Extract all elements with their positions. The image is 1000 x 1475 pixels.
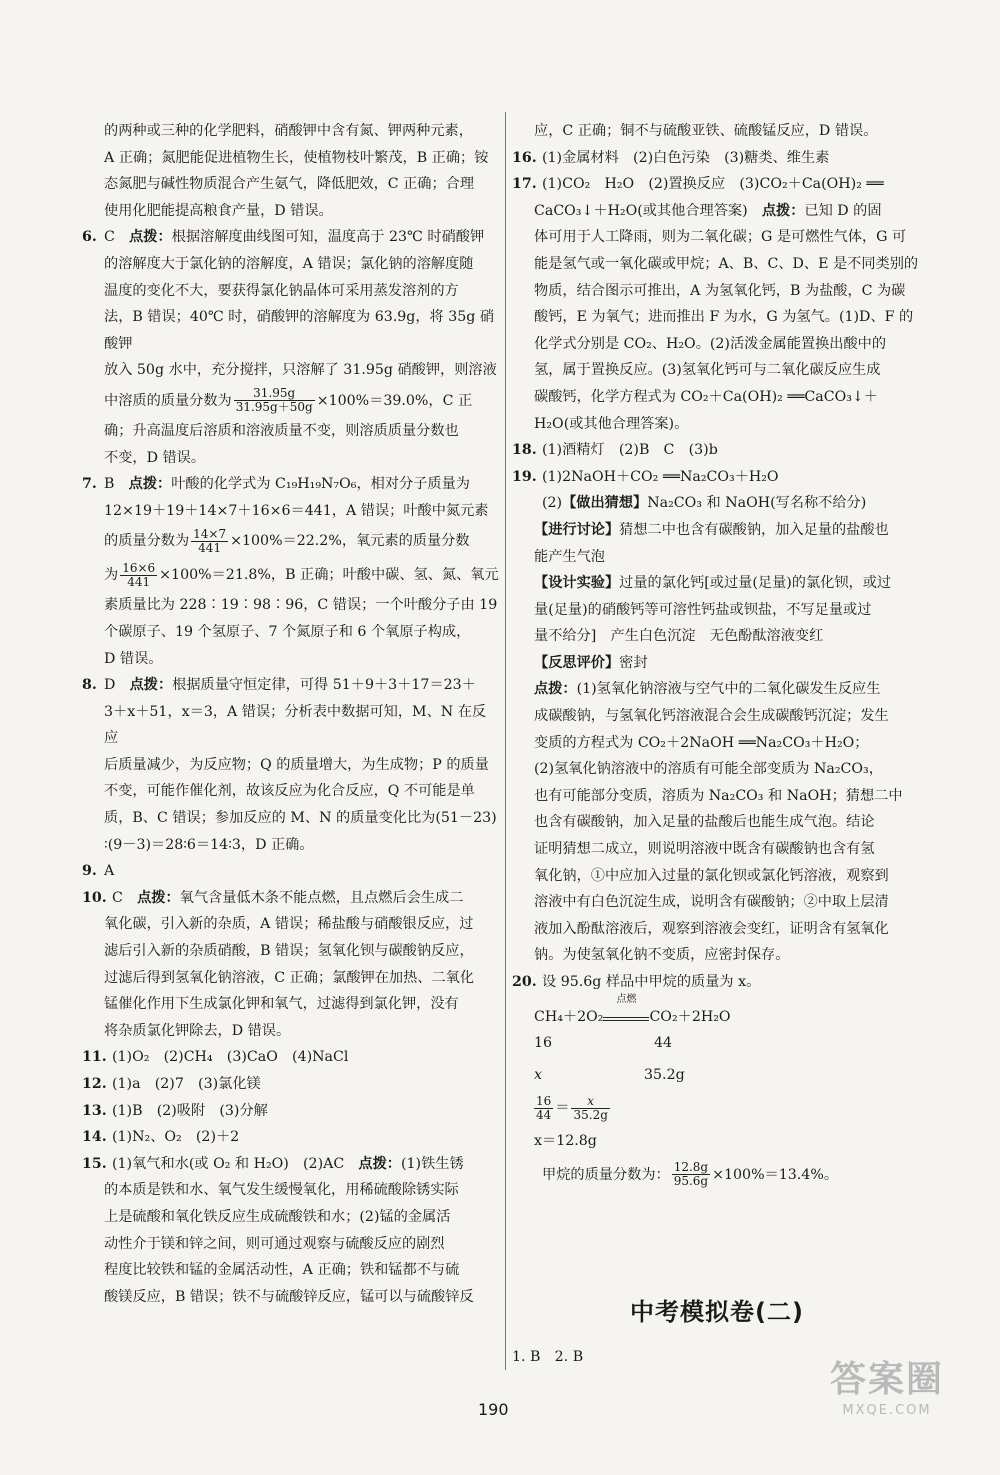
question-8: 8. D 点拨：根据质量守恒定律，可得 51＋9＋3＋17＝23＋ 3＋x＋51，x＝3，A 错误；分析表中数据可知，M、N 在反应 后质量减少，为反应物；Q 的质量增大，为生成物；P 的质量 不变，可能作催化剂，故该反应为化合反应，Q 不可能是单 质，B、C 错误；参加反应的 M、N 的质量变化比为(51－23) ∶(9－3)＝28∶6＝14∶3，D 正确。 — [82, 677, 497, 853]
right-column — [512, 118, 932, 1195]
methane-combustion-equation: CH₄＋2O₂ 点燃 CO₂＋2H₂O — [534, 993, 731, 1025]
question-10: 10. C 点拨：氧气含量低木条不能点燃，且点燃后会生成二 氧化碳，引入新的杂质，A 错误；稀盐酸与硝酸银反应，过 滤后引入新的杂质硝酸，B 错误；氢氧化钡与碳酸钠反应， 过滤后得到氢氧化钠溶液，C 正确；氯酸钾在加热、二氧化 锰催化作用下生成氯化钾和氧气，过滤得到氯化钾，没有 将杂质氯化钾除去，D 错误。 — [82, 889, 475, 1039]
page-number: 190 — [478, 1400, 509, 1419]
column-divider — [505, 112, 506, 1370]
question-11: 11. (1)O₂ (2)CH₄ (3)CaO (4)NaCl — [82, 1049, 349, 1066]
proportion: $\frac{16}{44}$ ＝ $\frac{x}{35.2g}$ — [536, 1093, 608, 1122]
question-18: 18. (1)酒精灯 (2)B C (3)b — [512, 442, 718, 459]
question-14: 14. (1)N₂、O₂ (2)＋2 — [82, 1129, 240, 1146]
question-16: 16. (1)金属材料 (2)白色污染 (3)糖类、维生素 — [512, 149, 830, 166]
q5-continuation: 的两种或三种的化学肥料，硝酸钾中含有氮、钾两种元素， A 正确；氮肥能促进植物生长，使植物枝叶繁茂，B 正确；铵 态氮肥与碱性物质混合产生氨气，降低肥效，C 正确；合理 使用化肥能提高粮食产量，D 错误。 — [104, 123, 489, 219]
mass-fraction-formula: $\frac{31.95g}{31.95g+50g}$ — [235, 386, 313, 415]
question-9: 9. A — [82, 863, 115, 880]
left-column — [82, 118, 500, 1310]
section-title: 中考模拟卷(二) — [630, 1298, 804, 1326]
question-13: 13. (1)B (2)吸附 (3)分解 — [82, 1102, 268, 1119]
next-section-answers: 1. B 2. B — [512, 1349, 584, 1365]
question-15: 15. (1)氧气和水(或 O₂ 和 H₂O) (2)AC 点拨：(1)铁生锈 的本质是铁和水、氧气发生缓慢氧化，用稀硫酸除锈实际 上是硫酸和氧化铁反应生成硫酸铁和水；(2)锰的金属活 动性介于镁和锌之间，则可通过观察与硫酸反应的剧烈 程度比较铁和锰的金属活动性，A 正确；铁和锰都不与硫 酸镁反应，B 错误；铁不与硫酸锌反应，锰可以与硫酸锌反 — [82, 1155, 474, 1305]
question-6: 6. C 点拨：根据溶解度曲线图可知，温度高于 23℃ 时硝酸钾 的溶解度大于氯化钠的溶解度，A 错误；氯化钠的溶解度随 温度的变化不大，要获得氯化钠晶体可采用蒸发溶剂的方 法，B 错误；40℃ 时，硝酸钾的溶解度为 63.9g，将 35g 硝酸钾 放入 50g 水中，充分搅拌，只溶解了 31.95g 硝酸钾，则溶液 中溶质的质量分数为 $\frac{31.95g}{31.95g+50g}$ ×100%＝39.0%，C 正 确；升高温度后溶质和溶液质量不变，则溶质质量分数也 不变，D 错误。 — [82, 229, 497, 466]
question-17: 17. (1)CO₂ H₂O (2)置换反应 (3)CO₂＋Ca(OH)₂ ══ CaCO₃↓＋H₂O(或其他合理答案) 点拨：已知 D 的固 体可用于人工降雨，则为二氧化碳；G 是可燃性气体，G 可 能是氢气或一氧化碳或甲烷；A、B、C、D、E 是不同类别的 物质，结合图示可推出，A 为氢氧化钙，B 为盐酸，C 为碳 酸钙，E 为氧气；进而推出 F 为水，G 为氢气。(1)D、F 的 化学式分别是 CO₂、H₂O。(2)活泼金属能置换出酸中的 氢，属于置换反应。(3)氢氧化钙可与二氧化碳反应生成 碳酸钙，化学方程式为 CO₂＋Ca(OH)₂ ══CaCO₃↓＋ H₂O(或其他合理答案)。 — [512, 176, 919, 432]
question-19: 19. (1)2NaOH＋CO₂ ══Na₂CO₃＋H₂O (2)【做出猜想】Na₂CO₃ 和 NaOH(写名称不给分) 【进行讨论】猜想二中也含有碳酸钠，加入足量的盐酸也 能产生气泡 【设计实验】过量的氯化钙[或过量(足量)的氯化钡，或过 量(足量)的硝酸钙等可溶性钙盐或钡盐，不写足量或过 量不给分] 产生白色沉淀 无色酚酞溶液变红 【反思评价】密封 点拨：(1)氢氧化钠溶液与空气中的二氧化碳发生反应生 成碳酸钠，与氢氧化钙溶液混合会生成碳酸钙沉淀；发生 变质的方程式为 CO₂＋2NaOH ══Na₂CO₃＋H₂O； (2)氢氧化钠溶液中的溶质有可能全部变质为 Na₂CO₃， 也有可能部分变质，溶质为 Na₂CO₃ 和 NaOH；猜想二中 也含有碳酸钠，加入足量的盐酸后也能生成气泡。结论 证明猜想二成立，则说明溶液中既含有碳酸钠也含有氢 氧化钠，①中应加入过量的氯化钡或氯化钙溶液，观察到 溶液中有白色沉淀生成，说明含有碳酸钠；②中取上层清 液加入酚酞溶液后，观察到溶液会变红，证明含有氢氧化 钠。为使氢氧化钠不变质，应密封保存。 — [512, 468, 903, 964]
watermark-logo: 答案圈 MXQE.COM — [829, 1359, 944, 1418]
question-12: 12. (1)a (2)7 (3)氯化镁 — [82, 1076, 261, 1092]
question-20: 20. 设 95.6g 样品中甲烷的质量为 x。 CH₄＋2O₂ 点燃 CO₂＋2H₂O 16 44 x 35.2g $\frac{16}{44}$ ＝ $\frac{x}{35.2g}$ x＝12.8g 甲烷的质量分数为： $\frac{12.8g}{95.6g}$ ×100%＝13.4%。 — [512, 969, 932, 1195]
question-7: 7. B 点拨：叶酸的化学式为 C₁₉H₁₉N₇O₆，相对分子质量为 12×19＋19＋14×7＋16×6＝441，A 错误；叶酸中氮元素 的质量分数为 $\frac{14\times 7}{441}$ ×100%＝22.2%，氧元素的质量分数 为 $\frac{16\times 6}{441}$ ×100%＝21.8%，B 正确；叶酸中碳、氢、氮、氧元 素质量比为 228∶19∶98∶96，C 错误；一个叶酸分子由 19 个碳原子、19 个氢原子、7 个氮原子和 6 个氧原子构成， D 错误。 — [82, 476, 499, 667]
q15-continuation: 应，C 正确；铜不与硫酸亚铁、硫酸锰反应，D 错误。 — [534, 123, 878, 139]
